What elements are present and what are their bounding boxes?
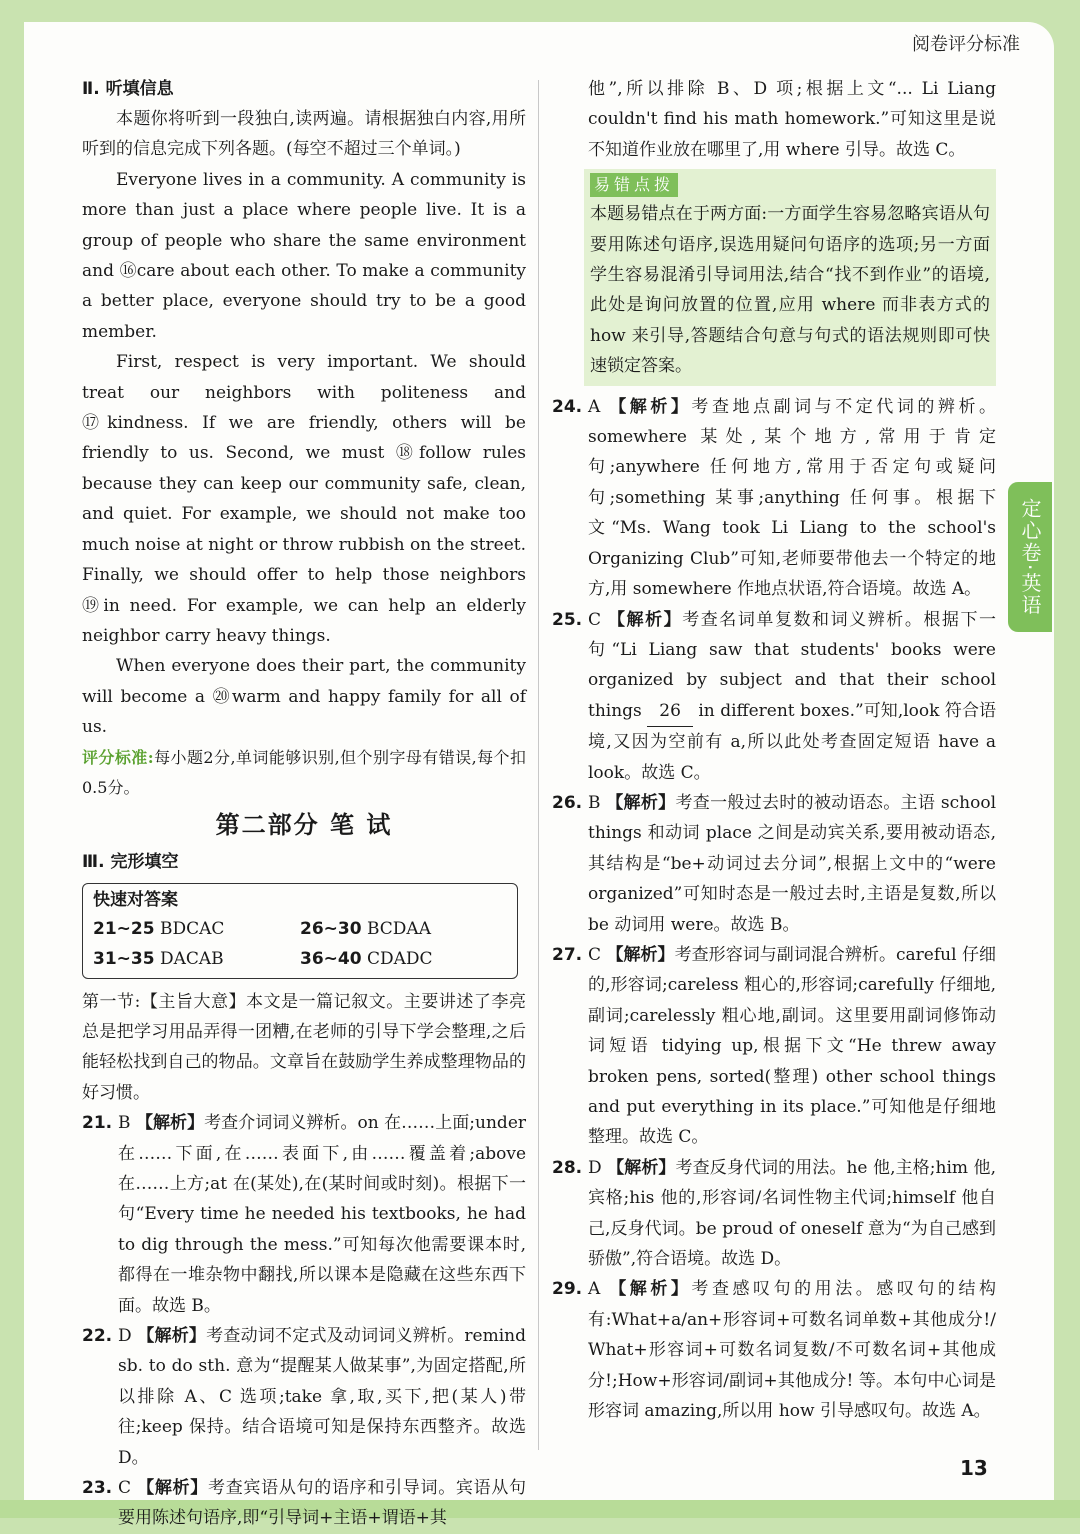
quick-answers-title: 快速对答案 (93, 889, 178, 910)
question-28: 28. D 【解析】考查反身代词的用法。he 他,主格;him 他,宾格;his 他的,形容词/名词性物主代词;himself 他自己,反身代词。be proud of oneself 意为“为自己感到骄傲”,符合语境。故选 D。 (552, 1157, 997, 1270)
page-header: 阅卷评分标准 (912, 34, 1020, 55)
left-column (82, 74, 526, 1534)
right-column (552, 74, 996, 1426)
blank-26: 26 (647, 696, 693, 727)
column-divider (538, 80, 539, 1450)
listening-instruction: 本题你将听到一段独白,读两遍。请根据独白内容,用所听到的信息完成下列各题。(每空不超过三个单词。) (82, 109, 526, 160)
quick-answers-box (82, 883, 518, 979)
question-25: 25. C 【解析】考查名词单复数和词义辨析。根据下一句“Li Liang saw that students' books were organized by subject and that their school things 26 in different boxes.”可知,look 符合语境,又因为空前有 a,所以此处考查固定短语 have a look。故选 C。 (552, 609, 997, 783)
monologue-paragraph-3: When everyone does their part, the community will become a ⑳warm and happy family for all of us. (82, 656, 526, 738)
question-24: 24. A 【解析】考查地点副词与不定代词的辨析。somewhere 某处,某个地方,常用于肯定句;anywhere 任何地方,常用于否定句或疑问句;something 某事;anything 任何事。根据下文“Ms. Wang took Li Liang to the school's Organizing Club”可知,老师要带他去一个特定的地方,用 somewhere 作地点状语,符合语境。故选 A。 (552, 396, 997, 600)
common-mistake-badge: 易错点拨 (590, 173, 678, 197)
question-26: 26. B 【解析】考查一般过去时的被动语态。主语 school things 和动词 place 之间是动宾关系,要用被动语态,其结构是“be+动词过去分词”,根据上文中的“were organized”可知时态是一般过去时,主语是复数,所以 be 动词用 were。故选 B。 (552, 792, 997, 935)
answer-group: 21~25 BDCAC (93, 918, 225, 939)
criteria-label: 评分标准: (82, 747, 154, 767)
question-21: 21. B 【解析】考查介词词义辨析。on 在……上面;under 在……下面,在……表面下,由……覆盖着;above 在……上方;at 在(某处),在(某时间或时刻)。根据下一句“Every time he needed his textbooks, he had to dig through the mess.”可知每次他需要课本时,都得在一堆杂物中翻找,所以课本是隐藏在这些东西下面。故选 B。 (82, 1113, 527, 1316)
question-23-continued: 他”,所以排除 B、D 项;根据上文“... Li Liang couldn't find his math homework.”可知这里是说不知道作业放在哪里了,用 where 引导。故选 C。 (588, 79, 996, 160)
subject-side-tab: 定心卷·英语 (1008, 482, 1052, 632)
question-22: 22. D 【解析】考查动词不定式及动词词义辨析。remind sb. to do sth. 意为“提醒某人做某事”,为固定搭配,所以排除 A、C 选项;take 拿,取,买下,把(某人)带往;keep 保持。结合语境可知是保持东西整齐。故选 D。 (82, 1326, 526, 1468)
page-number: 13 (960, 1456, 988, 1480)
main-idea: 第一节:【主旨大意】本文是一篇记叙文。主要讲述了李亮总是把学习用品弄得一团糟,在老师的引导下学会整理,之后能轻松找到自己的物品。文章旨在鼓励学生养成整理物品的好习惯。 (82, 991, 526, 1103)
monologue-paragraph-1: Everyone lives in a community. A community is more than just a place where people live. It is a group of people who share the same environment and ⑯care about each other. To make a community a better place, everyone should try to be a good member. (82, 169, 526, 342)
criteria-text: 每小题2分,单词能够识别,但个别字母有错误,每个扣0.5分。 (82, 747, 526, 797)
monologue-paragraph-2: First, respect is very important. We should treat our neighbors with politeness and ⑰kindness. If we are friendly, others will be friendly to us. Second, we must ⑱follow rules because they can keep our community safe, clean, and quiet. For example, we should not make too much noise at night or throw rubbish on the street. Finally, we should offer to help those neighbors ⑲in need. For example, we can help an elderly neighbor carry heavy things. (82, 352, 526, 646)
question-27: 27. C 【解析】考查形容词与副词混合辨析。careful 仔细的,形容词;careless 粗心的,形容词;carefully 仔细地,副词;carelessly 粗心地,副词。这里要用副词修饰动词短语 tidying up,根据下文“He threw away broken pens, sorted(整理) other school things and put everything in its place.”可知他是仔细地整理。故选 C。 (552, 944, 996, 1148)
common-mistake-text: 本题易错点在于两方面:一方面学生容易忽略宾语从句要用陈述句语序,误选用疑问句语序的选项;另一方面学生容易混淆引导词用法,结合“找不到作业”的语境,此处是询问放置的位置,应用 where 而非表方式的 how 来引导,答题结合句意与句式的语法规则即可快速锁定答案。 (590, 204, 990, 377)
section-heading-cloze: Ⅲ. 完形填空 (82, 851, 179, 872)
answer-group: 26~30 BCDAA (300, 918, 431, 939)
question-29: 29. A 【解析】考查感叹句的用法。感叹句的结构有:What+a/an+形容词+可数名词单数+其他成分!/ What+形容词+可数名词复数/不可数名词+其他成分!;How+形容词/副词+其他成分! 等。本句中心词是形容词 amazing,所以用 how 引导感叹句。故选 A。 (552, 1279, 997, 1422)
common-mistake-box (584, 169, 996, 385)
scoring-criteria (82, 743, 526, 803)
section-heading-listening: Ⅱ. 听填信息 (82, 79, 174, 99)
answer-group: 31~35 DACAB (93, 948, 224, 969)
question-23: 23. C 【解析】考查宾语从句的语序和引导词。宾语从句要用陈述句语序,即“引导词+主语+谓语+其 (82, 1478, 527, 1529)
answer-group: 36~40 CDADC (300, 948, 433, 969)
part-title: 第二部分 笔 试 (215, 810, 393, 839)
